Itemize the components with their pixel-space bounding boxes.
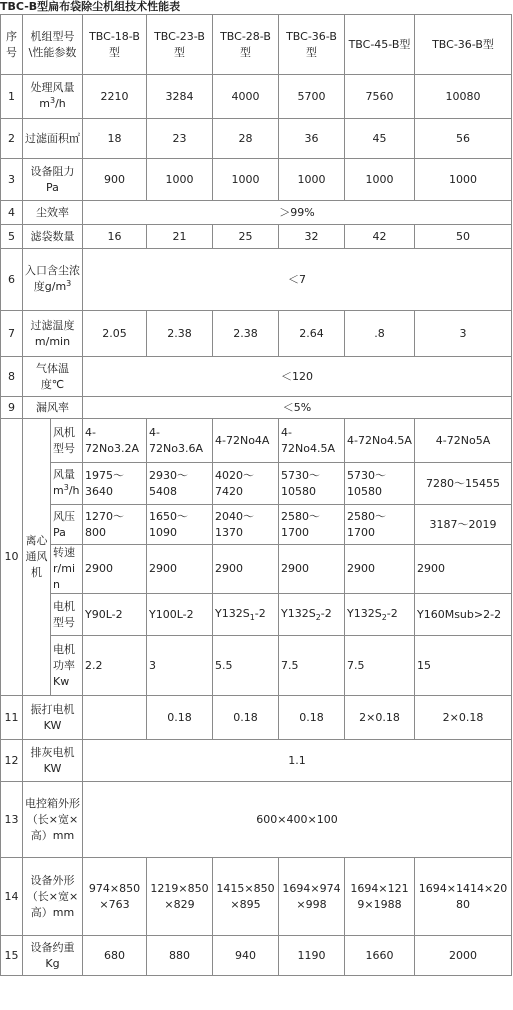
cell-value: 4-72No4.5A bbox=[345, 419, 415, 463]
cell-value: 1219×850×829 bbox=[147, 858, 213, 936]
header-model: TBC-36-B型 bbox=[279, 15, 345, 75]
cell-value: 5700 bbox=[279, 75, 345, 119]
row-number: 15 bbox=[1, 936, 23, 976]
cell-value: 1975～3640 bbox=[83, 463, 147, 505]
row-number: 14 bbox=[1, 858, 23, 936]
table-row bbox=[1, 119, 512, 159]
cell-value: 15 bbox=[415, 636, 512, 696]
cell-value: 50 bbox=[415, 225, 512, 249]
row-number: 4 bbox=[1, 201, 23, 225]
cell-value: $Y132S_1-2$ bbox=[213, 594, 279, 636]
cell-value: 7.5 bbox=[345, 636, 415, 696]
cell-value: 900 bbox=[83, 159, 147, 201]
cell-value: 2900 bbox=[345, 545, 415, 594]
cell-value: 1660 bbox=[345, 936, 415, 976]
cell-value-merged: ＜7 bbox=[83, 249, 512, 311]
cell-value: 2900 bbox=[147, 545, 213, 594]
cell-value-merged: 600×400×100 bbox=[83, 782, 512, 858]
spec-table bbox=[0, 14, 512, 976]
cell-value: 1000 bbox=[279, 159, 345, 201]
cell-value: 5730～10580 bbox=[345, 463, 415, 505]
cell-value: 1694×1414×2080 bbox=[415, 858, 512, 936]
row-label: 电机型号 bbox=[51, 594, 83, 636]
row-number: 1 bbox=[1, 75, 23, 119]
row-number: 9 bbox=[1, 397, 23, 419]
cell-value: $Y132S_2-2$ bbox=[345, 594, 415, 636]
cell-value: 2580～1700 bbox=[345, 505, 415, 545]
table-row bbox=[1, 696, 512, 740]
row-label: 过滤面积㎡ bbox=[23, 119, 83, 159]
cell-value: 2900 bbox=[213, 545, 279, 594]
cell-value: 5.5 bbox=[213, 636, 279, 696]
cell-value: 16 bbox=[83, 225, 147, 249]
cell-value: .8 bbox=[345, 311, 415, 357]
cell-value: 880 bbox=[147, 936, 213, 976]
row-label: 入口含尘浓度$g/m^3$ bbox=[23, 249, 83, 311]
row-number: 2 bbox=[1, 119, 23, 159]
table-row bbox=[1, 936, 512, 976]
cell-value: 1000 bbox=[213, 159, 279, 201]
table-row bbox=[1, 505, 512, 545]
cell-value: 1415×850×895 bbox=[213, 858, 279, 936]
cell-value: 1000 bbox=[415, 159, 512, 201]
cell-value: 4-72No5A bbox=[415, 419, 512, 463]
row-label: 过滤温度m/min bbox=[23, 311, 83, 357]
cell-value: 2.2 bbox=[83, 636, 147, 696]
table-row bbox=[1, 858, 512, 936]
header-param: 机组型号\性能参数 bbox=[23, 15, 83, 75]
row-label: 排灰电机KW bbox=[23, 740, 83, 782]
row-number: 5 bbox=[1, 225, 23, 249]
header-row bbox=[1, 15, 512, 75]
table-row bbox=[1, 740, 512, 782]
cell-value: $Y132S_2-2$ bbox=[279, 594, 345, 636]
cell-value: 2210 bbox=[83, 75, 147, 119]
cell-value: 2×0.18 bbox=[345, 696, 415, 740]
row-number: 11 bbox=[1, 696, 23, 740]
row-number: 12 bbox=[1, 740, 23, 782]
cell-value: 1650～1090 bbox=[147, 505, 213, 545]
table-row bbox=[1, 249, 512, 311]
row-number: 3 bbox=[1, 159, 23, 201]
cell-value: Y100L-2 bbox=[147, 594, 213, 636]
header-model: TBC-36-B型 bbox=[415, 15, 512, 75]
cell-value: 2900 bbox=[83, 545, 147, 594]
cell-value: 2900 bbox=[415, 545, 512, 594]
cell-value: Y90L-2 bbox=[83, 594, 147, 636]
row-label: 尘效率 bbox=[23, 201, 83, 225]
table-row bbox=[1, 357, 512, 397]
cell-value: 0.18 bbox=[147, 696, 213, 740]
row-label: 设备约重Kg bbox=[23, 936, 83, 976]
cell-value-merged: ＜5% bbox=[83, 397, 512, 419]
row-number: 8 bbox=[1, 357, 23, 397]
cell-value bbox=[83, 696, 147, 740]
row-number: 13 bbox=[1, 782, 23, 858]
cell-value: 56 bbox=[415, 119, 512, 159]
cell-value: 2.38 bbox=[147, 311, 213, 357]
cell-value: 1694×1219×1988 bbox=[345, 858, 415, 936]
row-label: 漏风率 bbox=[23, 397, 83, 419]
row-number: 10 bbox=[1, 419, 23, 696]
table-row bbox=[1, 545, 512, 594]
row-label: 电控箱外形（长×宽×高）mm bbox=[23, 782, 83, 858]
table-row bbox=[1, 463, 512, 505]
table-title: TBC-B型扁布袋除尘机组技术性能表 bbox=[0, 0, 181, 13]
table-row bbox=[1, 397, 512, 419]
cell-value: 1270～800 bbox=[83, 505, 147, 545]
cell-value: 3 bbox=[415, 311, 512, 357]
row-number: 7 bbox=[1, 311, 23, 357]
cell-value: 2580～1700 bbox=[279, 505, 345, 545]
cell-value: 1000 bbox=[147, 159, 213, 201]
cell-value: 45 bbox=[345, 119, 415, 159]
cell-value: 940 bbox=[213, 936, 279, 976]
cell-value: 4-72No3.2A bbox=[83, 419, 147, 463]
header-model: TBC-28-B型 bbox=[213, 15, 279, 75]
cell-value: 4000 bbox=[213, 75, 279, 119]
cell-value: 3284 bbox=[147, 75, 213, 119]
cell-value: 28 bbox=[213, 119, 279, 159]
table-row bbox=[1, 225, 512, 249]
cell-value-merged: 1.1 bbox=[83, 740, 512, 782]
row-label: 风压Pa bbox=[51, 505, 83, 545]
table-row bbox=[1, 636, 512, 696]
table-row bbox=[1, 419, 512, 463]
cell-value: 2.05 bbox=[83, 311, 147, 357]
cell-value: 7560 bbox=[345, 75, 415, 119]
cell-value: 2900 bbox=[279, 545, 345, 594]
row-label: 滤袋数量 bbox=[23, 225, 83, 249]
cell-value: 7.5 bbox=[279, 636, 345, 696]
row-label: 风机型号 bbox=[51, 419, 83, 463]
cell-value: 1190 bbox=[279, 936, 345, 976]
row-label: 设备外形（长×宽×高）mm bbox=[23, 858, 83, 936]
cell-value: 2930～5408 bbox=[147, 463, 213, 505]
cell-value: 680 bbox=[83, 936, 147, 976]
cell-value: 0.18 bbox=[279, 696, 345, 740]
table-row bbox=[1, 782, 512, 858]
table-row bbox=[1, 159, 512, 201]
table-row bbox=[1, 75, 512, 119]
header-model: TBC-45-B型 bbox=[345, 15, 415, 75]
cell-value: 21 bbox=[147, 225, 213, 249]
header-seq: 序号 bbox=[1, 15, 23, 75]
cell-value: 36 bbox=[279, 119, 345, 159]
cell-value-merged: ＜120 bbox=[83, 357, 512, 397]
cell-value: 4-72No4A bbox=[213, 419, 279, 463]
row-label: 转速r/min bbox=[51, 545, 83, 594]
cell-value: 2040～1370 bbox=[213, 505, 279, 545]
row-label: 风量$m^3/h$ bbox=[51, 463, 83, 505]
cell-value: 2×0.18 bbox=[415, 696, 512, 740]
cell-value: 18 bbox=[83, 119, 147, 159]
cell-value: 5730～10580 bbox=[279, 463, 345, 505]
cell-value: 23 bbox=[147, 119, 213, 159]
cell-value: 10080 bbox=[415, 75, 512, 119]
cell-value: 4-72No4.5A bbox=[279, 419, 345, 463]
cell-value: 3 bbox=[147, 636, 213, 696]
cell-value: 42 bbox=[345, 225, 415, 249]
cell-value-merged: ＞99% bbox=[83, 201, 512, 225]
header-model: TBC-23-B型 bbox=[147, 15, 213, 75]
cell-value: 4020～7420 bbox=[213, 463, 279, 505]
cell-value: 32 bbox=[279, 225, 345, 249]
cell-value: 3187～2019 bbox=[415, 505, 512, 545]
cell-value: 4-72No3.6A bbox=[147, 419, 213, 463]
table-row bbox=[1, 201, 512, 225]
cell-value: 2.38 bbox=[213, 311, 279, 357]
row-label: 气体温度℃ bbox=[23, 357, 83, 397]
table-row bbox=[1, 594, 512, 636]
row-label: 处理风量$m^3/h$ bbox=[23, 75, 83, 119]
cell-value: 1000 bbox=[345, 159, 415, 201]
row-label: 振打电机KW bbox=[23, 696, 83, 740]
cell-value: 2.64 bbox=[279, 311, 345, 357]
cell-value: 1694×974×998 bbox=[279, 858, 345, 936]
cell-value: Y160Msub>2-2 bbox=[415, 594, 512, 636]
cell-value: 25 bbox=[213, 225, 279, 249]
cell-value: 974×850×763 bbox=[83, 858, 147, 936]
header-model: TBC-18-B型 bbox=[83, 15, 147, 75]
row-label: 设备阻力Pa bbox=[23, 159, 83, 201]
cell-value: 7280～15455 bbox=[415, 463, 512, 505]
fan-group-label: 离心通风机 bbox=[23, 419, 51, 696]
cell-value: 2000 bbox=[415, 936, 512, 976]
row-label: 电机功率Kw bbox=[51, 636, 83, 696]
row-number: 6 bbox=[1, 249, 23, 311]
table-row bbox=[1, 311, 512, 357]
cell-value: 0.18 bbox=[213, 696, 279, 740]
